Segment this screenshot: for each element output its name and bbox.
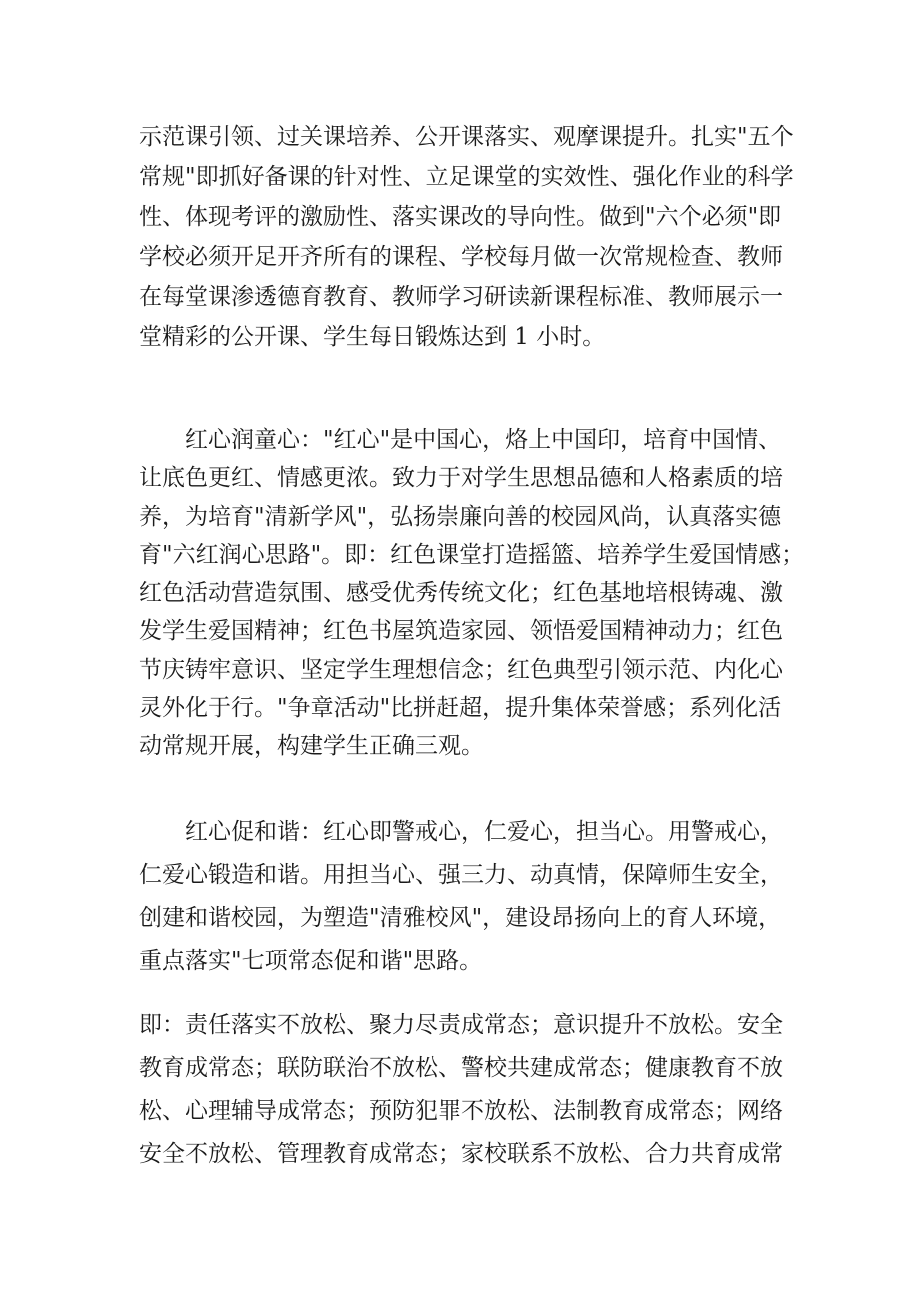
text-line: 学校必须开足开齐所有的课程、学校每月做一次常规检查、教师 xyxy=(139,244,783,270)
text-line: 堂精彩的公开课、学生每日锻炼达到 1 小时。 xyxy=(139,324,606,350)
text-line: 育"六红润心思路"。即：红色课堂打造摇篮、培养学生爱国情感； xyxy=(139,541,805,568)
text-line: 仁爱心锻造和谐。用担当心、强三力、动真情，保障师生安全， xyxy=(139,862,783,888)
text-line: 红心促和谐：红心即警戒心，仁爱心，担当心。用警戒心， xyxy=(185,819,783,845)
text-line: 发学生爱国精神；红色书屋筑造家园、领悟爱国精神动力；红色 xyxy=(139,618,783,645)
text-line: 养，为培育"清新学风"，弘扬崇廉向善的校园风尚，认真落实德 xyxy=(139,503,782,530)
text-line: 动常规开展，构建学生正确三观。 xyxy=(139,733,484,760)
paragraph-seven-norms xyxy=(139,1004,783,1176)
text-line: 教育成常态；联防联治不放松、警校共建成常态；健康教育不放 xyxy=(139,1055,783,1081)
paragraph-red-heart-harmony xyxy=(139,811,783,983)
paragraph-teaching-routines xyxy=(139,117,794,357)
text-line: 灵外化于行。"争章活动"比拼赶超，提升集体荣誉感；系列化活 xyxy=(139,695,782,722)
text-line: 松、心理辅导成常态；预防犯罪不放松、法制教育成常态；网络 xyxy=(139,1098,783,1124)
text-line: 节庆铸牢意识、坚定学生理想信念；红色典型引领示范、内化心 xyxy=(139,656,783,683)
text-line: 创建和谐校园，为塑造"清雅校风"，建设昂扬向上的育人环境， xyxy=(139,905,782,931)
text-line: 让底色更红、情感更浓。致力于对学生思想品德和人格素质的培 xyxy=(139,465,783,492)
text-line: 性、体现考评的激励性、落实课改的导向性。做到"六个必须"即 xyxy=(139,204,782,230)
text-line: 重点落实"七项常态促和谐"思路。 xyxy=(139,948,483,974)
text-line: 示范课引领、过关课培养、公开课落实、观摩课提升。扎实"五个 xyxy=(139,124,794,150)
text-line: 常规"即抓好备课的针对性、立足课堂的实效性、强化作业的科学 xyxy=(139,164,794,190)
paragraph-red-heart-nurtures xyxy=(139,421,804,766)
text-line: 在每堂课渗透德育教育、教师学习研读新课程标准、教师展示一 xyxy=(139,284,783,310)
text-line: 即：责任落实不放松、聚力尽责成常态；意识提升不放松。安全 xyxy=(139,1012,783,1038)
text-line: 安全不放松、管理教育成常态；家校联系不放松、合力共育成常 xyxy=(139,1141,783,1167)
text-line: 红色活动营造氛围、感受优秀传统文化；红色基地培根铸魂、激 xyxy=(139,580,783,607)
text-line: 红心润童心："红心"是中国心，烙上中国印，培育中国情、 xyxy=(185,427,782,453)
